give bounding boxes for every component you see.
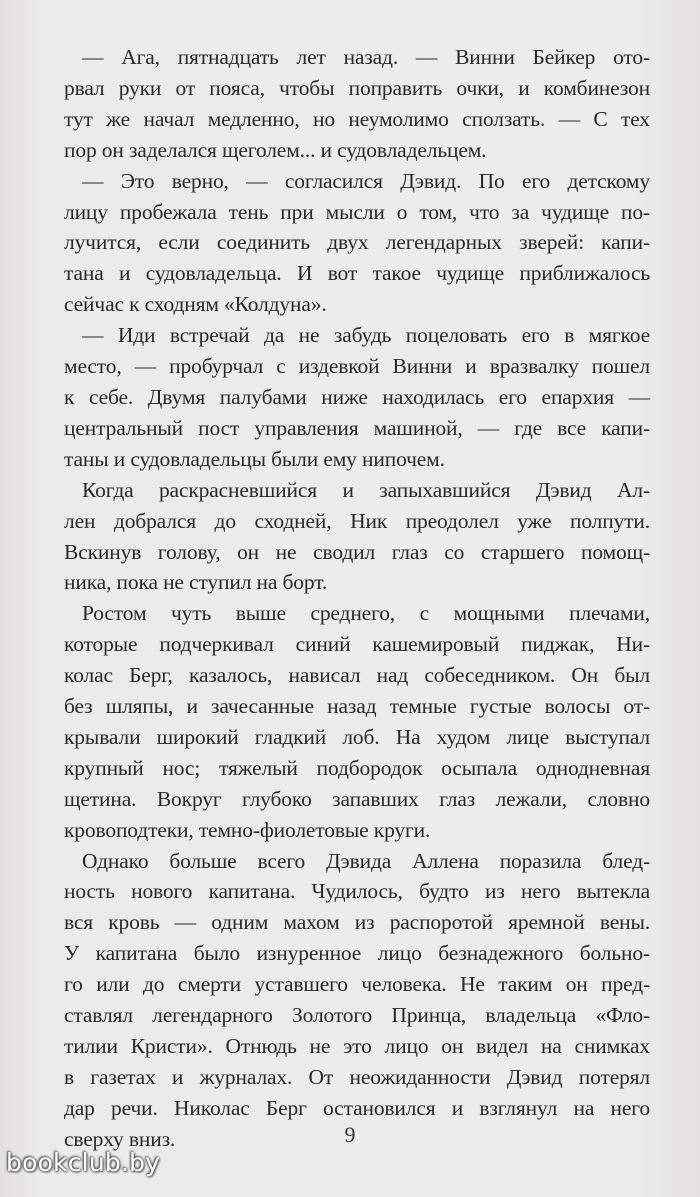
text-line: вся кровь — одним махом из распоротой яремной вены.: [64, 910, 650, 935]
text-line: щетина. Вокруг глубоко запавших глаз лежали, словно: [64, 786, 650, 811]
paragraph: [46, 475, 650, 599]
text-line: тана и судовладельца. И вот такое чудище приближалось: [64, 261, 650, 286]
text-line: У капитана было изнуренное лицо безнадежного больно-: [64, 941, 650, 966]
watermark-logo: bookclub.by: [6, 1148, 161, 1177]
text-line: сейчас к сходням «Колдуна».: [64, 292, 327, 317]
text-line: тилии Кристи». Отнюдь не это лицо он видел на снимках: [64, 1034, 650, 1058]
text-line: крывали широкий гладкий лоб. На худом лице выступал: [64, 724, 650, 749]
text-line: лен добрался до сходней, Ник преодолел уже полпути.: [64, 508, 650, 533]
text-line: которые подчеркивал синий кашемировый пиджак, Ни-: [64, 632, 650, 657]
paragraph: [46, 846, 650, 1155]
text-line: пор он заделался щеголем... и судовладельцем.: [64, 137, 487, 162]
text-line: место, — пробурчал с издевкой Винни и вразвалку пошел: [64, 354, 650, 379]
text-line: таны и судовладельцы были ему нипочем.: [64, 446, 445, 471]
paragraph: [46, 320, 650, 475]
text-line: Когда раскрасневшийся и запыхавшийся Дэвид Ал-: [82, 477, 650, 502]
paragraph: [46, 598, 650, 845]
text-line: — Ага, пятнадцать лет назад. — Винни Бейкер ото-: [82, 45, 650, 69]
text-line: без шляпы, и зачесанные назад темные густые волосы от-: [64, 694, 650, 719]
text-line: Однако больше всего Дэвида Аллена поразила блед-: [82, 848, 650, 873]
text-line: колас Берг, казалось, нависал над собеседником. Он был: [64, 663, 650, 688]
text-line: — Это верно, — согласился Дэвид. По его детскому: [82, 168, 650, 193]
text-line: дар речи. Николас Берг остановился и взглянул на него: [64, 1095, 650, 1120]
text-line: рвал руки от пояса, чтобы поправить очки, и комбинезон: [64, 75, 650, 100]
paragraph: [46, 42, 650, 166]
page-text: [46, 42, 650, 1155]
text-line: ность нового капитана. Чудилось, будто из него вытекла: [64, 879, 650, 904]
text-line: — Иди встречай да не забудь поцеловать его в мягкое: [82, 323, 650, 348]
text-line: крупный нос; тяжелый подбородок осыпала однодневная: [64, 755, 650, 780]
text-line: ника, пока не ступил на борт.: [64, 570, 328, 595]
text-line: к себе. Двумя палубами ниже находилась его епархия —: [64, 384, 650, 409]
text-line: лучится, если соединить двух легендарных зверей: капи-: [64, 230, 650, 255]
text-line: тут же начал медленно, но неумолимо сползать. — С тех: [64, 106, 650, 131]
page-number: 9: [344, 1122, 356, 1147]
text-line: в газетах и журналах. От неожиданности Дэвид потерял: [64, 1064, 650, 1089]
paragraph: [46, 166, 650, 321]
text-line: центральный пост управления машиной, — где все капи-: [64, 415, 650, 440]
text-line: сверху вниз.: [64, 1126, 176, 1151]
text-line: кровоподтеки, темно-фиолетовые круги.: [64, 817, 431, 842]
text-line: Ростом чуть выше среднего, с мощными плечами,: [82, 601, 650, 626]
text-line: го или до смерти уставшего человека. Не таким он пред-: [64, 972, 650, 997]
text-line: лицу пробежала тень при мысли о том, что за чудище по-: [64, 199, 650, 224]
text-line: Вскинув голову, он не сводил глаз со старшего помощ-: [64, 539, 650, 564]
text-line: ставлял легендарного Золотого Принца, владельца «Фло-: [64, 1003, 650, 1028]
